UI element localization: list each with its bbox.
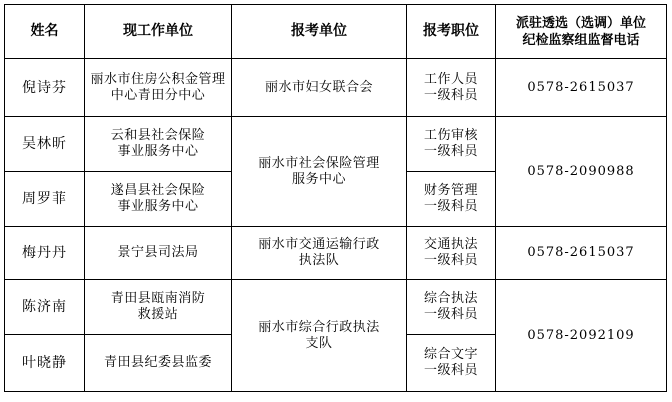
table-row	[5, 227, 667, 280]
cell-phone: 0578-2092109	[496, 280, 667, 392]
table-row	[5, 59, 667, 117]
table-row	[5, 117, 667, 172]
position-title: 综合文字	[423, 347, 478, 362]
current-unit-line2: 事业服务中心	[117, 199, 199, 214]
position-title: 工伤审核	[423, 128, 478, 143]
cell-applied-unit: 丽水市妇女联合会	[232, 59, 407, 117]
header-position: 报考职位	[407, 5, 496, 59]
header-name: 姓名	[5, 5, 85, 59]
header-applied-unit: 报考单位	[232, 5, 407, 59]
cell-name: 叶晓静	[5, 335, 85, 392]
applied-unit-line1: 丽水市社会保险管理	[258, 155, 380, 171]
header-row	[5, 5, 667, 59]
cell-name: 吴林昕	[5, 117, 85, 172]
current-unit-line1: 青田县瓯南消防	[110, 291, 206, 306]
position-rank: 一级科员	[423, 199, 478, 214]
cell-applied-unit	[232, 227, 407, 280]
cell-name: 周罗菲	[5, 172, 85, 227]
position-rank: 一级科员	[423, 307, 478, 322]
cell-name: 陈济南	[5, 280, 85, 335]
current-unit-line2: 事业服务中心	[117, 144, 199, 159]
cell-name: 梅丹丹	[5, 227, 85, 280]
current-unit-line1: 云和县社会保险	[110, 128, 206, 143]
cell-phone: 0578-2615037	[496, 227, 667, 280]
position-title: 综合执法	[423, 291, 478, 306]
position-rank: 一级科员	[423, 144, 478, 159]
cell-position	[407, 227, 496, 280]
position-title: 工作人员	[423, 71, 478, 87]
cell-phone: 0578-2090988	[496, 117, 667, 227]
applied-unit-line1: 丽水市交通运输行政	[258, 237, 380, 252]
cell-applied-unit	[232, 117, 407, 227]
position-rank: 一级科员	[423, 363, 478, 378]
current-unit-line1: 遂昌县社会保险	[110, 183, 206, 198]
cell-position	[407, 280, 496, 335]
cell-current-unit: 丽水市住房公积金管理中心青田分中心	[85, 59, 232, 117]
cell-applied-unit	[232, 280, 407, 392]
header-current-unit: 现工作单位	[85, 5, 232, 59]
position-rank: 一级科员	[423, 253, 478, 268]
applied-unit-line2: 执法队	[298, 253, 340, 268]
cell-position	[407, 117, 496, 172]
cell-current-unit	[85, 117, 232, 172]
cell-current-unit	[85, 172, 232, 227]
cell-position	[407, 172, 496, 227]
cell-phone: 0578-2615037	[496, 59, 667, 117]
applied-unit-line2: 服务中心	[291, 171, 346, 187]
cell-current-unit	[85, 280, 232, 335]
header-phone	[496, 5, 667, 59]
header-phone-line1: 派驻透选（选调）单位	[515, 15, 646, 31]
applied-unit-line1: 丽水市综合行政执法	[258, 319, 380, 335]
position-title: 交通执法	[423, 237, 478, 252]
position-title: 财务管理	[423, 183, 478, 198]
current-unit-line2: 救援站	[137, 307, 179, 322]
cell-name: 倪诗芬	[5, 59, 85, 117]
cell-current-unit: 景宁县司法局	[85, 227, 232, 280]
applied-unit-line2: 支队	[305, 335, 333, 351]
table-row	[5, 280, 667, 335]
cell-position	[407, 335, 496, 392]
position-rank: 一级科员	[423, 87, 478, 103]
recruitment-table	[4, 4, 667, 392]
cell-current-unit: 青田县纪委县监委	[85, 335, 232, 392]
header-phone-line2: 纪检监察组监督电话	[522, 32, 640, 48]
cell-position	[407, 59, 496, 117]
